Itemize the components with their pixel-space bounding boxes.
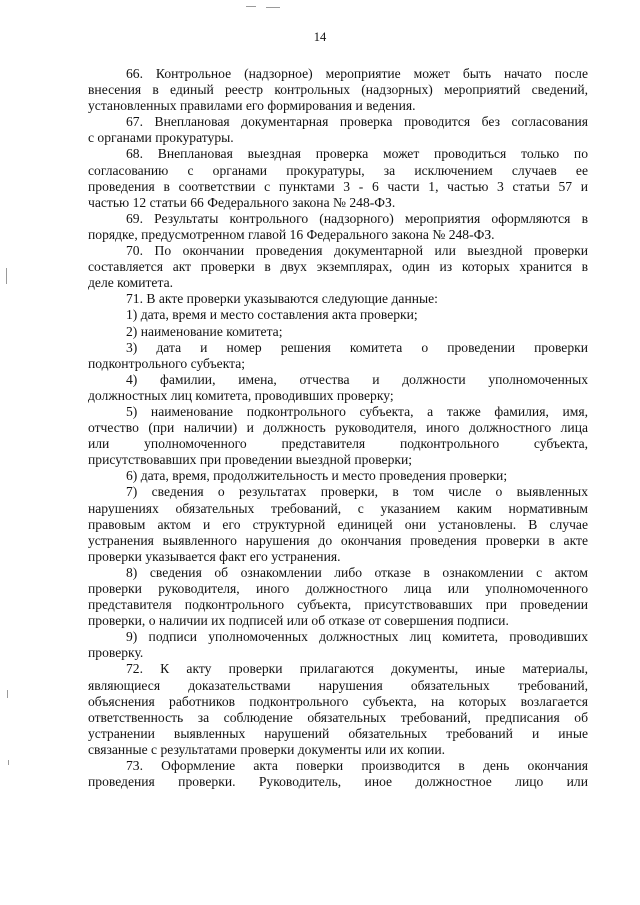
text-line: устранении выявленных нарушений обязательных требований и иные [88,725,588,741]
page-number: 14 [313,30,327,44]
text-line: составляется акт проверки в двух экземплярах, один из которых хранится в [88,259,588,275]
text-line: деле комитета. [88,275,174,291]
text-line: 6) дата, время, продолжительность и место проведения проверки; [126,468,508,484]
text-line: ответственность за соблюдение обязательных требований, предписания об [88,709,588,725]
text-line: 71. В акте проверки указываются следующие данные: [126,291,438,307]
scan-artifact [7,690,8,698]
text-line: 73. Оформление акта поверки производится в день окончания [126,758,588,774]
text-line: присутствовавших при проведении выездной проверки; [88,452,413,468]
text-line: частью 12 статьи 66 Федерального закона № 248-ФЗ. [88,194,396,210]
text-line: 5) наименование подконтрольного субъекта, а также фамилия, имя, [126,403,588,419]
text-line: порядке, предусмотренном главой 16 Федерального закона № 248-ФЗ. [88,226,495,242]
text-line: 1) дата, время и место составления акта проверки; [126,307,418,323]
text-line: являющиеся доказательствами нарушения обязательных требований, [88,677,588,693]
scan-artifact [8,760,9,765]
text-line: проверку. [88,645,144,661]
text-line: или уполномоченного представителя подконтрольного субъекта, [88,436,588,452]
scan-artifact [266,7,280,8]
text-line: 70. По окончании проведения документарной или выездной проверки [126,243,588,259]
text-line: проведения проверки. Руководитель, иное должностное лицо или [88,774,588,790]
scan-artifact [246,6,256,7]
text-line: устранения выявленного нарушения до окончания проведения проверки в акте [88,532,588,548]
text-line: проверки, о наличии их подписей или об отказе от совершения подписи. [88,613,509,629]
text-line: 72. К акту проверки прилагаются документы, иные материалы, [126,661,588,677]
text-line: 2) наименование комитета; [126,323,283,339]
scan-artifact [6,268,7,284]
text-line: нарушениях обязательных требований, с указанием каким нормативным [88,500,588,516]
text-line: 68. Внеплановая выездная проверка может проводиться только по [126,146,588,162]
text-line: 7) сведения о результатах проверки, в том числе о выявленных [126,484,588,500]
text-line: правовым актом и его структурной единицей они установлены. В случае [88,516,588,532]
text-line: объяснения работников подконтрольного субъекта, на которых возлагается [88,693,588,709]
text-line: согласованию с органами прокуратуры, за исключением случаев ее [88,162,588,178]
text-line: проведения в соответствии с пунктами 3 - 6 части 1, частью 3 статьи 57 и [88,178,588,194]
text-line: внесения в единый реестр контрольных (надзорных) мероприятий сведений, [88,82,588,98]
text-line: представителя подконтрольного субъекта, присутствовавших при проведении [88,597,588,613]
document-body [88,66,588,790]
text-line: 67. Внеплановая документарная проверка проводится без согласования [126,114,588,130]
text-line: 9) подписи уполномоченных должностных лиц комитета, проводивших [126,629,588,645]
text-line: должностных лиц комитета, проводивших проверку; [88,387,394,403]
text-line: 4) фамилии, имена, отчества и должности уполномоченных [126,371,588,387]
text-line: установленных правилами его формирования и ведения. [88,98,416,114]
text-line: 69. Результаты контрольного (надзорного) мероприятия оформляются в [126,210,588,226]
text-line: 66. Контрольное (надзорное) мероприятие может быть начато после [126,66,588,81]
text-line: отчество (при наличии) и должность руководителя, иного должностного лица [88,420,588,436]
text-line: 3) дата и номер решения комитета о проведении проверки [126,339,588,355]
text-line: с органами прокуратуры. [88,130,234,146]
text-line: 8) сведения об ознакомлении либо отказе в ознакомлении с актом [126,564,588,580]
text-line: подконтрольного субъекта; [88,355,246,371]
text-line: проверки указывается факт его устранения. [88,548,341,564]
text-line: проверки руководителя, иного должностного лица или уполномоченного [88,581,588,596]
text-line: связанные с результатами проверки документы или их копии. [88,741,446,757]
